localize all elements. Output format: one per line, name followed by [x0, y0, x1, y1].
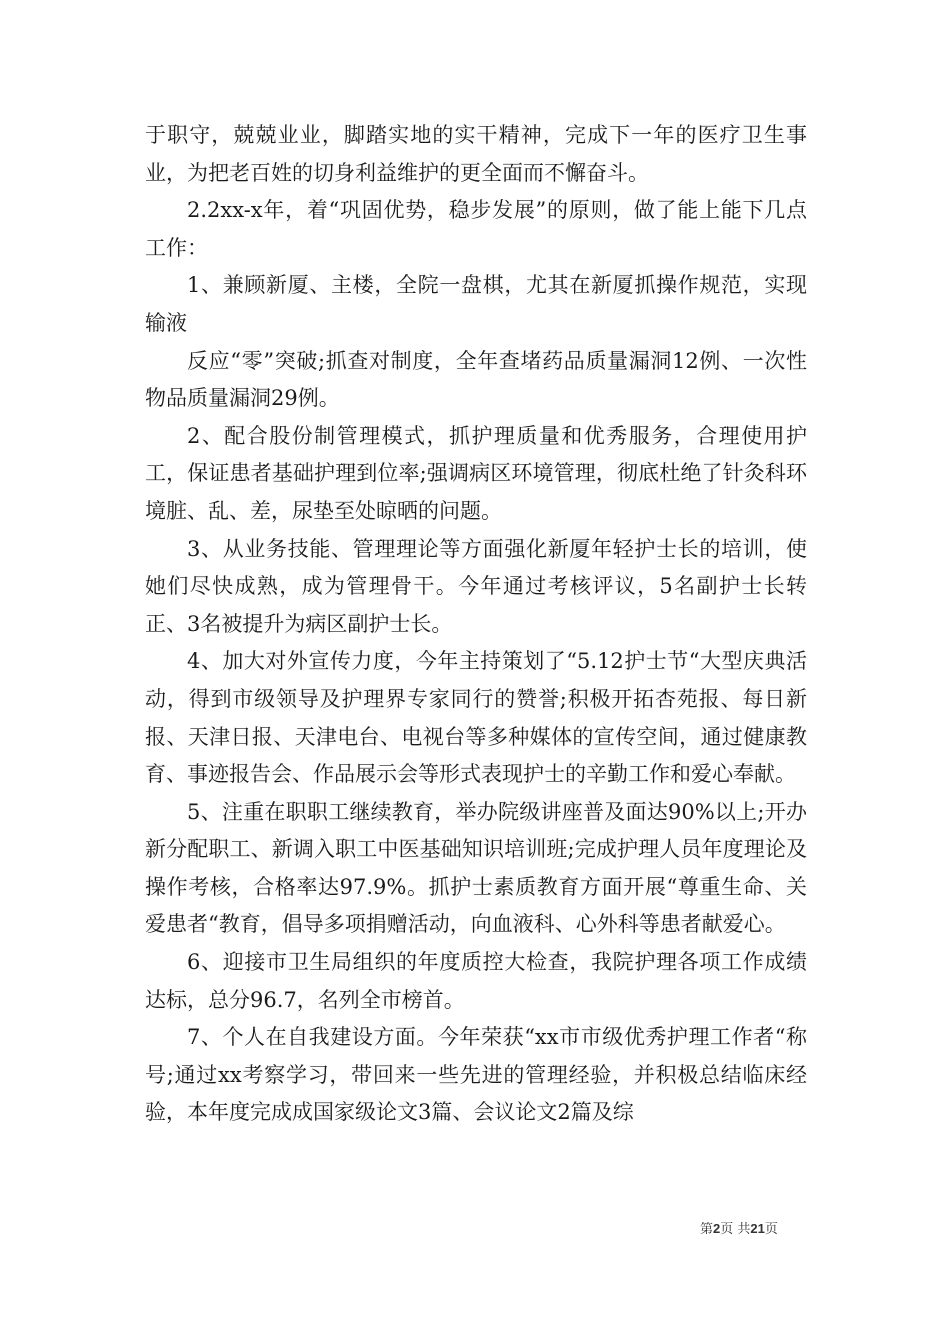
footer-middle: 页 共 [720, 1222, 751, 1237]
footer-total-pages: 21 [750, 1221, 765, 1236]
paragraph-5: 2、配合股份制管理模式，抓护理质量和优秀服务，合理使用护工，保证患者基础护理到位率;强调病区环境管理，彻底杜绝了针灸科环境脏、乱、差，尿垫至处晾晒的问题。 [145, 423, 807, 523]
paragraph-3: 1、兼顾新厦、主楼，全院一盘棋，尤其在新厦抓操作规范，实现输液 [145, 273, 807, 335]
page-footer [700, 1218, 778, 1237]
paragraph-10: 7、个人在自我建设方面。今年荣获“xx市市级优秀护理工作者“称号;通过xx考察学习，带回来一些先进的管理经验，并积极总结临床经验，本年度完成成国家级论文3篇、会议论文2篇及综 [145, 1025, 807, 1125]
footer-suffix: 页 [764, 1222, 778, 1237]
paragraph-4: 反应“零”突破;抓查对制度，全年查堵药品质量漏洞12例、一次性物品质量漏洞29例。 [145, 348, 807, 411]
footer-prefix: 第 [700, 1222, 714, 1237]
document-body [145, 117, 807, 1132]
paragraph-1: 于职守，兢兢业业，脚踏实地的实干精神，完成下一年的医疗卫生事业，为把老百姓的切身利益维护的更全面而不懈奋斗。 [145, 123, 807, 185]
paragraph-7: 4、加大对外宣传力度，今年主持策划了“5.12护士节“大型庆典活动，得到市级领导及护理界专家同行的赞誉;积极开拓杏苑报、每日新报、天津日报、天津电台、电视台等多种媒体的宣传空间，通过健康教育、事迹报告会、作品展示会等形式表现护士的辛勤工作和爱心奉献。 [145, 649, 807, 787]
paragraph-6: 3、从业务技能、管理理论等方面强化新厦年轻护士长的培训，使她们尽快成熟，成为管理骨干。今年通过考核评议，5名副护士长转正、3名被提升为病区副护士长。 [145, 536, 807, 636]
paragraph-8: 5、注重在职职工继续教育，举办院级讲座普及面达90%以上;开办新分配职工、新调入职工中医基础知识培训班;完成护理人员年度理论及操作考核，合格率达97.9%。抓护士素质教育方面开展“尊重生命、关爱患者“教育，倡导多项捐赠活动，向血液科、心外科等患者献爱心。 [145, 799, 807, 937]
paragraph-2: 2.2xx-x年，着“巩固优势，稳步发展”的原则，做了能上能下几点工作： [145, 198, 807, 260]
paragraph-9: 6、迎接市卫生局组织的年度质控大检查，我院护理各项工作成绩达标，总分96.7，名列全市榜首。 [145, 950, 807, 1012]
footer-page-number: 2 [713, 1221, 721, 1236]
